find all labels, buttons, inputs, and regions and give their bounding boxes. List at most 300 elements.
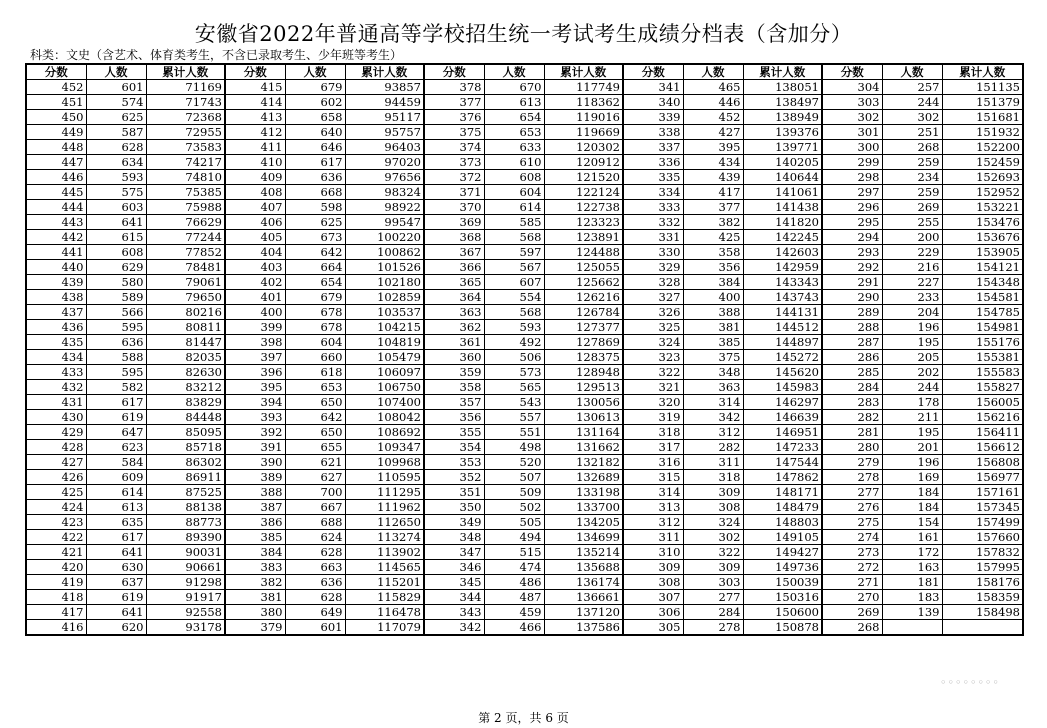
table-row [26, 605, 1023, 620]
table-cell: 279 [822, 455, 882, 470]
table-cell: 72368 [146, 110, 225, 125]
table-cell: 141820 [743, 215, 822, 230]
table-cell: 308 [623, 575, 683, 590]
table-cell: 613 [86, 500, 146, 515]
table-cell: 301 [822, 125, 882, 140]
table-cell: 636 [86, 335, 146, 350]
table-cell: 196 [882, 455, 942, 470]
table-cell: 311 [623, 530, 683, 545]
table-cell: 330 [623, 245, 683, 260]
table-cell: 598 [285, 200, 345, 215]
table-row [26, 305, 1023, 320]
table-cell: 135688 [544, 560, 623, 575]
table-cell: 446 [683, 95, 743, 110]
table-cell: 515 [484, 545, 544, 560]
table-cell: 366 [424, 260, 484, 275]
table-cell: 286 [822, 350, 882, 365]
table-cell: 154581 [942, 290, 1023, 305]
table-cell: 409 [225, 170, 285, 185]
table-cell: 259 [882, 155, 942, 170]
table-cell: 82035 [146, 350, 225, 365]
table-cell: 679 [285, 290, 345, 305]
table-cell: 678 [285, 305, 345, 320]
table-cell: 147862 [743, 470, 822, 485]
table-row [26, 440, 1023, 455]
table-cell: 434 [683, 155, 743, 170]
table-cell: 361 [424, 335, 484, 350]
table-cell: 359 [424, 365, 484, 380]
table-cell: 438 [26, 290, 86, 305]
table-cell: 617 [86, 530, 146, 545]
table-cell: 325 [623, 320, 683, 335]
table-cell: 234 [882, 170, 942, 185]
table-cell: 283 [822, 395, 882, 410]
table-cell: 617 [285, 155, 345, 170]
table-cell: 102859 [345, 290, 424, 305]
table-cell: 111295 [345, 485, 424, 500]
table-cell: 277 [683, 590, 743, 605]
table-row [26, 140, 1023, 155]
table-cell: 459 [484, 605, 544, 620]
column-header: 人数 [683, 64, 743, 80]
table-cell: 565 [484, 380, 544, 395]
table-cell: 679 [285, 80, 345, 95]
table-row [26, 410, 1023, 425]
table-cell: 673 [285, 230, 345, 245]
table-cell: 128948 [544, 365, 623, 380]
table-cell: 154121 [942, 260, 1023, 275]
table-cell: 429 [26, 425, 86, 440]
table-cell: 291 [822, 275, 882, 290]
table-cell: 327 [623, 290, 683, 305]
table-cell: 79650 [146, 290, 225, 305]
table-cell: 363 [683, 380, 743, 395]
table-cell: 74217 [146, 155, 225, 170]
table-cell: 148171 [743, 485, 822, 500]
table-cell: 392 [225, 425, 285, 440]
table-cell: 278 [822, 470, 882, 485]
table-cell: 157832 [942, 545, 1023, 560]
table-cell: 121520 [544, 170, 623, 185]
table-cell: 143743 [743, 290, 822, 305]
table-cell: 155827 [942, 380, 1023, 395]
table-cell: 151379 [942, 95, 1023, 110]
table-cell: 395 [683, 140, 743, 155]
table-cell: 420 [26, 560, 86, 575]
table-cell: 109347 [345, 440, 424, 455]
table-cell: 281 [822, 425, 882, 440]
table-cell: 114565 [345, 560, 424, 575]
table-cell: 434 [26, 350, 86, 365]
page-number: 第 2 页，共 6 页 [478, 711, 569, 725]
table-cell: 384 [683, 275, 743, 290]
table-cell: 155583 [942, 365, 1023, 380]
table-cell: 374 [424, 140, 484, 155]
table-cell: 112650 [345, 515, 424, 530]
table-cell: 306 [623, 605, 683, 620]
column-header: 累计人数 [345, 64, 424, 80]
table-cell: 134699 [544, 530, 623, 545]
table-cell: 195 [882, 425, 942, 440]
table-cell: 492 [484, 335, 544, 350]
table-cell: 302 [882, 110, 942, 125]
table-cell: 668 [285, 185, 345, 200]
table-cell: 144512 [743, 320, 822, 335]
table-cell: 418 [26, 590, 86, 605]
table-cell: 181 [882, 575, 942, 590]
table-cell: 124488 [544, 245, 623, 260]
table-cell: 404 [225, 245, 285, 260]
table-cell: 200 [882, 230, 942, 245]
table-row [26, 620, 1023, 636]
table-cell: 649 [285, 605, 345, 620]
table-cell: 557 [484, 410, 544, 425]
table-cell: 403 [225, 260, 285, 275]
table-cell: 305 [623, 620, 683, 636]
table-cell: 129513 [544, 380, 623, 395]
table-cell: 408 [225, 185, 285, 200]
table-cell: 123891 [544, 230, 623, 245]
table-cell: 111962 [345, 500, 424, 515]
table-cell: 447 [26, 155, 86, 170]
table-row [26, 290, 1023, 305]
table-cell: 646 [285, 140, 345, 155]
table-row [26, 485, 1023, 500]
table-cell [942, 620, 1023, 636]
table-cell: 619 [86, 410, 146, 425]
table-cell: 204 [882, 305, 942, 320]
table-cell: 146639 [743, 410, 822, 425]
column-header: 累计人数 [544, 64, 623, 80]
table-cell: 156612 [942, 440, 1023, 455]
table-cell: 588 [86, 350, 146, 365]
table-cell: 125662 [544, 275, 623, 290]
table-cell: 343 [424, 605, 484, 620]
table-cell: 110595 [345, 470, 424, 485]
table-cell: 143343 [743, 275, 822, 290]
table-cell: 593 [484, 320, 544, 335]
table-cell: 398 [225, 335, 285, 350]
table-cell: 369 [424, 215, 484, 230]
table-cell: 342 [424, 620, 484, 636]
table-cell: 205 [882, 350, 942, 365]
table-cell: 620 [86, 620, 146, 636]
table-cell: 153676 [942, 230, 1023, 245]
table-cell: 353 [424, 455, 484, 470]
table-cell: 91298 [146, 575, 225, 590]
table-cell: 653 [484, 125, 544, 140]
table-cell: 663 [285, 560, 345, 575]
table-cell: 149427 [743, 545, 822, 560]
table-cell: 338 [623, 125, 683, 140]
table-cell: 465 [683, 80, 743, 95]
table-cell: 130056 [544, 395, 623, 410]
table-cell: 382 [225, 575, 285, 590]
table-cell: 106097 [345, 365, 424, 380]
table-cell: 319 [623, 410, 683, 425]
table-cell: 314 [683, 395, 743, 410]
table-cell: 156411 [942, 425, 1023, 440]
table-row [26, 245, 1023, 260]
table-cell: 120912 [544, 155, 623, 170]
table-cell: 406 [225, 215, 285, 230]
table-cell: 486 [484, 575, 544, 590]
table-row [26, 470, 1023, 485]
table-cell: 417 [683, 185, 743, 200]
table-cell: 567 [484, 260, 544, 275]
table-cell: 139771 [743, 140, 822, 155]
table-cell: 155176 [942, 335, 1023, 350]
table-cell: 105479 [345, 350, 424, 365]
column-header: 累计人数 [146, 64, 225, 80]
table-cell: 134205 [544, 515, 623, 530]
table-cell: 410 [225, 155, 285, 170]
table-cell: 147544 [743, 455, 822, 470]
table-cell: 442 [26, 230, 86, 245]
table-cell: 148803 [743, 515, 822, 530]
table-cell: 318 [623, 425, 683, 440]
table-cell: 126216 [544, 290, 623, 305]
table-cell: 384 [225, 545, 285, 560]
table-cell: 127869 [544, 335, 623, 350]
table-cell: 417 [26, 605, 86, 620]
table-cell: 351 [424, 485, 484, 500]
table-cell: 216 [882, 260, 942, 275]
table-cell: 125055 [544, 260, 623, 275]
table-cell: 154785 [942, 305, 1023, 320]
table-cell: 103537 [345, 305, 424, 320]
table-cell: 117749 [544, 80, 623, 95]
table-cell: 400 [683, 290, 743, 305]
table-cell: 153476 [942, 215, 1023, 230]
table-cell: 309 [683, 485, 743, 500]
table-cell: 147233 [743, 440, 822, 455]
table-cell: 79061 [146, 275, 225, 290]
table-cell: 322 [623, 365, 683, 380]
table-cell: 297 [822, 185, 882, 200]
table-cell: 585 [484, 215, 544, 230]
table-row [26, 395, 1023, 410]
table-cell: 678 [285, 320, 345, 335]
table-cell: 627 [285, 470, 345, 485]
table-cell: 101526 [345, 260, 424, 275]
table-cell: 152459 [942, 155, 1023, 170]
table-cell: 133700 [544, 500, 623, 515]
table-cell: 163 [882, 560, 942, 575]
table-cell: 424 [26, 500, 86, 515]
table-cell: 146951 [743, 425, 822, 440]
table-cell: 615 [86, 230, 146, 245]
table-cell: 276 [822, 500, 882, 515]
table-cell: 349 [424, 515, 484, 530]
table-body [26, 80, 1023, 636]
table-cell: 115201 [345, 575, 424, 590]
table-cell: 439 [26, 275, 86, 290]
table-cell: 439 [683, 170, 743, 185]
table-cell: 99547 [345, 215, 424, 230]
table-cell: 360 [424, 350, 484, 365]
table-cell: 87525 [146, 485, 225, 500]
table-cell: 437 [26, 305, 86, 320]
table-cell: 277 [822, 485, 882, 500]
table-cell: 150878 [743, 620, 822, 636]
table-cell: 401 [225, 290, 285, 305]
table-cell: 90661 [146, 560, 225, 575]
table-cell: 80216 [146, 305, 225, 320]
table-cell: 76629 [146, 215, 225, 230]
table-row [26, 110, 1023, 125]
table-cell: 373 [424, 155, 484, 170]
table-cell: 307 [623, 590, 683, 605]
table-cell: 658 [285, 110, 345, 125]
table-cell: 636 [285, 575, 345, 590]
table-cell: 445 [26, 185, 86, 200]
table-cell: 86911 [146, 470, 225, 485]
table-cell: 381 [683, 320, 743, 335]
table-cell: 352 [424, 470, 484, 485]
table-cell: 318 [683, 470, 743, 485]
table-row [26, 530, 1023, 545]
table-cell: 664 [285, 260, 345, 275]
table-cell: 290 [822, 290, 882, 305]
table-cell: 144897 [743, 335, 822, 350]
table-cell: 75988 [146, 200, 225, 215]
table-row [26, 320, 1023, 335]
table-cell: 650 [285, 425, 345, 440]
table-cell: 303 [683, 575, 743, 590]
table-cell: 356 [683, 260, 743, 275]
table-cell: 364 [424, 290, 484, 305]
table-cell: 642 [285, 245, 345, 260]
table-cell: 385 [683, 335, 743, 350]
table-cell: 376 [424, 110, 484, 125]
table-cell: 321 [623, 380, 683, 395]
table-cell: 109968 [345, 455, 424, 470]
table-cell: 604 [484, 185, 544, 200]
table-cell: 566 [86, 305, 146, 320]
table-cell: 630 [86, 560, 146, 575]
table-cell: 498 [484, 440, 544, 455]
table-cell: 411 [225, 140, 285, 155]
table-cell: 268 [822, 620, 882, 636]
table-cell: 654 [285, 275, 345, 290]
table-row [26, 455, 1023, 470]
table-cell: 402 [225, 275, 285, 290]
table-cell: 282 [822, 410, 882, 425]
table-cell: 145620 [743, 365, 822, 380]
column-header: 人数 [882, 64, 942, 80]
table-cell: 324 [623, 335, 683, 350]
table-cell: 75385 [146, 185, 225, 200]
table-cell: 251 [882, 125, 942, 140]
table-cell: 255 [882, 215, 942, 230]
table-cell: 244 [882, 380, 942, 395]
table-cell: 149105 [743, 530, 822, 545]
table-cell: 287 [822, 335, 882, 350]
table-cell: 157660 [942, 530, 1023, 545]
table-cell: 152200 [942, 140, 1023, 155]
table-cell: 700 [285, 485, 345, 500]
table-cell: 603 [86, 200, 146, 215]
table-cell: 377 [424, 95, 484, 110]
table-cell: 119669 [544, 125, 623, 140]
table-cell: 98922 [345, 200, 424, 215]
table-cell: 169 [882, 470, 942, 485]
table-cell: 381 [225, 590, 285, 605]
table-cell: 145983 [743, 380, 822, 395]
table-cell: 505 [484, 515, 544, 530]
table-cell: 317 [623, 440, 683, 455]
table-cell: 422 [26, 530, 86, 545]
table-cell: 595 [86, 365, 146, 380]
table-cell: 102180 [345, 275, 424, 290]
table-cell: 152693 [942, 170, 1023, 185]
table-cell: 385 [225, 530, 285, 545]
table-cell: 449 [26, 125, 86, 140]
table-cell: 640 [285, 125, 345, 140]
table-cell: 427 [26, 455, 86, 470]
table-row [26, 200, 1023, 215]
table-cell: 647 [86, 425, 146, 440]
table-row [26, 575, 1023, 590]
table-cell: 635 [86, 515, 146, 530]
table-cell: 116478 [345, 605, 424, 620]
table-cell: 295 [822, 215, 882, 230]
table-cell: 155381 [942, 350, 1023, 365]
table-cell: 308 [683, 500, 743, 515]
table-cell: 357 [424, 395, 484, 410]
table-cell: 653 [285, 380, 345, 395]
table-cell: 443 [26, 215, 86, 230]
table-cell: 348 [683, 365, 743, 380]
table-cell: 98324 [345, 185, 424, 200]
table-cell: 506 [484, 350, 544, 365]
table-row [26, 425, 1023, 440]
table-cell: 415 [225, 80, 285, 95]
table-cell: 614 [484, 200, 544, 215]
table-cell: 172 [882, 545, 942, 560]
table-cell: 358 [683, 245, 743, 260]
table-row [26, 365, 1023, 380]
table-cell: 320 [623, 395, 683, 410]
table-cell: 273 [822, 545, 882, 560]
table-cell: 154981 [942, 320, 1023, 335]
table-cell: 269 [822, 605, 882, 620]
table-cell: 244 [882, 95, 942, 110]
table-cell: 466 [484, 620, 544, 636]
table-cell: 335 [623, 170, 683, 185]
table-cell: 284 [683, 605, 743, 620]
table-cell: 178 [882, 395, 942, 410]
table-cell: 104819 [345, 335, 424, 350]
table-cell: 95117 [345, 110, 424, 125]
table-cell: 118362 [544, 95, 623, 110]
table-cell: 448 [26, 140, 86, 155]
table-cell: 122738 [544, 200, 623, 215]
table-cell: 624 [285, 530, 345, 545]
page-title: 安徽省2022年普通高等学校招生统一考试考生成绩分档表（含加分） [194, 22, 853, 46]
table-cell: 428 [26, 440, 86, 455]
column-header: 分数 [822, 64, 882, 80]
table-cell: 271 [822, 575, 882, 590]
table-cell: 329 [623, 260, 683, 275]
table-cell: 309 [683, 560, 743, 575]
table-cell: 390 [225, 455, 285, 470]
table-cell: 610 [484, 155, 544, 170]
table-cell: 132182 [544, 455, 623, 470]
table-cell: 184 [882, 485, 942, 500]
table-cell: 95757 [345, 125, 424, 140]
